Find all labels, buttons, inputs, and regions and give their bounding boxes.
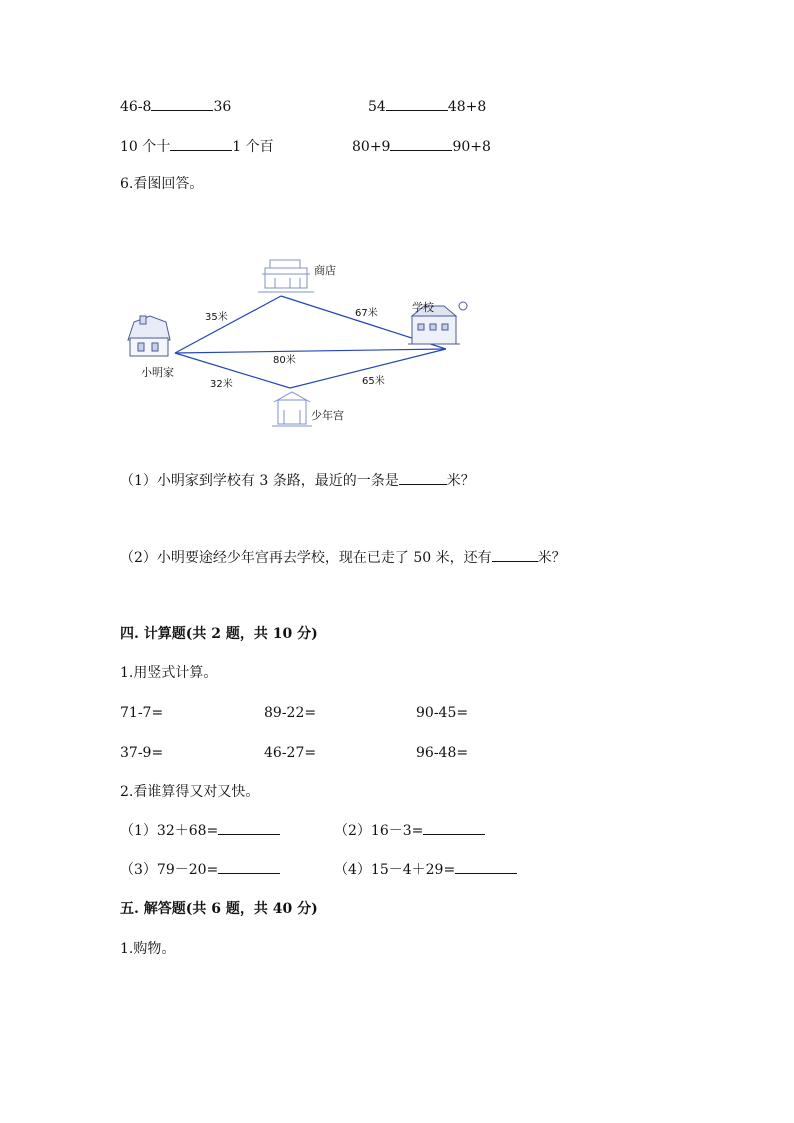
house-icon: [128, 316, 170, 356]
compare-row-1-left: [120, 100, 231, 114]
distance-home-palace: 32米: [210, 379, 233, 390]
answer-blank[interactable]: [386, 110, 448, 111]
label-home: 小明家: [141, 366, 174, 379]
section-4-question-2-title: 2.看谁算得又对又快。: [120, 784, 260, 800]
expression: 54: [368, 99, 386, 115]
expression: （3）79－20=: [120, 862, 219, 878]
route-map-diagram: [0, 250, 794, 450]
distance-shop-school: 67米: [355, 308, 378, 319]
vertical-calc-item: 37-9=: [120, 745, 164, 761]
answer-blank[interactable]: [492, 561, 538, 562]
label-shop: 商店: [314, 264, 336, 277]
question-6-2: [120, 551, 566, 565]
expression: 90+8: [452, 139, 491, 155]
answer-blank[interactable]: [151, 110, 213, 111]
distance-home-shop: 35米: [205, 312, 228, 323]
answer-blank[interactable]: [218, 873, 280, 874]
youth-palace-icon: [272, 392, 312, 426]
expression: （4）15－4＋29=: [334, 862, 456, 878]
compare-row-2-right: [352, 140, 491, 154]
route-lines: [175, 296, 446, 388]
expression: 1 个百: [232, 139, 274, 155]
answer-blank[interactable]: [170, 150, 232, 151]
answer-blank[interactable]: [390, 150, 452, 151]
expression: （2）16－3=: [334, 823, 424, 839]
expression: 46-8: [120, 99, 152, 115]
expression: 10 个十: [120, 139, 171, 155]
distance-palace-school: 65米: [362, 376, 385, 387]
compare-row-1-right: [368, 100, 486, 114]
shop-icon: [258, 260, 314, 292]
vertical-calc-item: 46-27=: [264, 745, 317, 761]
answer-blank[interactable]: [455, 873, 517, 874]
mental-calc-item: [334, 863, 517, 877]
answer-blank[interactable]: [399, 484, 447, 485]
question-6-1: [120, 474, 475, 488]
vertical-calc-item: 71-7=: [120, 705, 164, 721]
route-home-school: [175, 349, 446, 353]
expression: 80+9: [352, 139, 391, 155]
section-5-title: 五. 解答题(共 6 题，共 40 分): [120, 901, 318, 917]
vertical-calc-item: 96-48=: [416, 745, 469, 761]
question-text: （1）小明家到学校有 3 条路，最近的一条是: [120, 473, 399, 489]
section-5-question-1-title: 1.购物。: [120, 941, 176, 957]
expression: 36: [213, 99, 232, 115]
vertical-calc-item: 89-22=: [264, 705, 317, 721]
expression: （1）32＋68=: [120, 823, 219, 839]
question-unit: 米？: [446, 473, 475, 489]
question-6-title: 6.看图回答。: [120, 176, 204, 192]
vertical-calc-item: 90-45=: [416, 705, 469, 721]
compare-row-2-left: [120, 140, 274, 154]
expression: 48+8: [447, 99, 487, 115]
question-text: （2）小明要途经少年宫再去学校，现在已走了 50 米，还有: [120, 550, 492, 566]
label-school: 学校: [412, 301, 434, 314]
distance-home-school: 80米: [273, 355, 296, 366]
section-4-question-1-title: 1.用竖式计算。: [120, 665, 218, 681]
route-home-shop: [175, 296, 281, 353]
answer-blank[interactable]: [423, 834, 485, 835]
label-youth-palace: 少年宫: [311, 409, 344, 422]
question-unit: 米？: [537, 550, 566, 566]
mental-calc-item: [120, 824, 280, 838]
mental-calc-item: [120, 863, 280, 877]
section-4-title: 四. 计算题(共 2 题，共 10 分): [120, 626, 318, 642]
mental-calc-item: [334, 824, 485, 838]
answer-blank[interactable]: [218, 834, 280, 835]
